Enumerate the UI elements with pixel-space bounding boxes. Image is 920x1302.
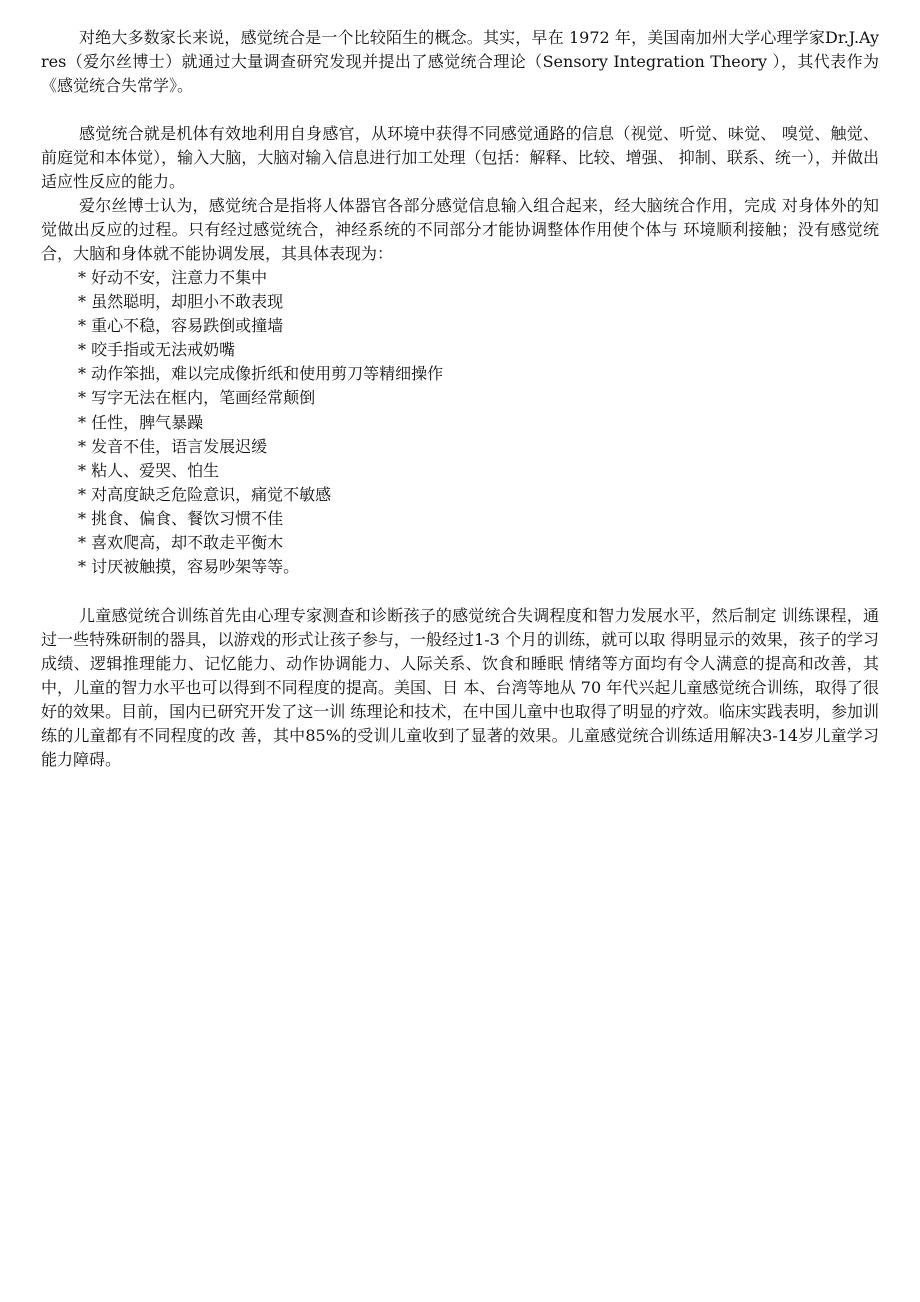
list-item: * 任性，脾气暴躁 [78,412,204,432]
list-item: * 讨厌被触摸，容易吵架等等。 [78,557,300,577]
list-item: * 动作笨拙，难以完成像折纸和使用剪刀等精细操作 [78,364,444,384]
list-item: * 粘人、爱哭、怕生 [78,460,220,480]
list-item: * 对高度缺乏危险意识，痛觉不敏感 [78,484,332,504]
list-item: * 重心不稳，容易跌倒或撞墙 [78,316,284,336]
list-item: * 好动不安，注意力不集中 [78,268,268,287]
ayres-theory-paragraph: 爱尔丝博士认为，感觉统合是指将人体器官各部分感觉信息输入组合起来，经大脑统合作用，完成 对身体外的知觉做出反应的过程。只有经过感觉统合，神经系统的不同部分才能协调整体作用使个体与 环境顺利接触；没有感觉统合，大脑和身体就不能协调发展，其具体表现为： [41,196,879,263]
list-item: * 挑食、偏食、餐饮习惯不佳 [78,508,284,528]
list-item: * 喜欢爬高，却不敢走平衡木 [78,533,284,553]
symptom-list [78,266,443,579]
intro-paragraph: 对绝大多数家长来说，感觉统合是一个比较陌生的概念。其实，早在 1972 年，美国南加州大学心理学家Dr.J.Ayres（爱尔丝博士）就通过大量调查研究发现并提出了感觉统合理论（Sensory Integration Theory ），其代表作为《感觉统合失常学》。 [41,28,879,95]
training-paragraph: 儿童感觉统合训练首先由心理专家测查和诊断孩子的感觉统合失调程度和智力发展水平，然后制定 训练课程，通过一些特殊研制的器具，以游戏的形式让孩子参与，一般经过1-3 个月的训练，就可以取 得明显示的效果，孩子的学习成绩、逻辑推理能力、记忆能力、动作协调能力、人际关系、饮食和睡眠 情绪等方面均有令人满意的提高和改善，其中，儿童的智力水平也可以得到不同程度的提高。美国、日 本、台湾等地从 70 年代兴起儿童感觉统合训练，取得了很好的效果。目前，国内已研究开发了这一训 练理论和技术，在中国儿童中也取得了明显的疗效。临床实践表明，参加训练的儿童都有不同程度的改 善，其中85%的受训儿童收到了显著的效果。儿童感觉统合训练适用解决3-14岁儿童学习能力障碍。 [41,606,879,769]
list-item: * 咬手指或无法戒奶嘴 [78,340,236,360]
list-item: * 虽然聪明，却胆小不敢表现 [78,292,284,312]
definition-paragraph: 感觉统合就是机体有效地利用自身感官，从环境中获得不同感觉通路的信息（视觉、听觉、味觉、 嗅觉、触觉、前庭觉和本体觉），输入大脑，大脑对输入信息进行加工处理（包括：解释、比较、增强、 抑制、联系、统一），并做出适应性反应的能力。 [41,124,879,191]
list-item: * 发音不佳，语言发展迟缓 [78,436,268,456]
list-item: * 写字无法在框内，笔画经常颠倒 [78,388,316,408]
